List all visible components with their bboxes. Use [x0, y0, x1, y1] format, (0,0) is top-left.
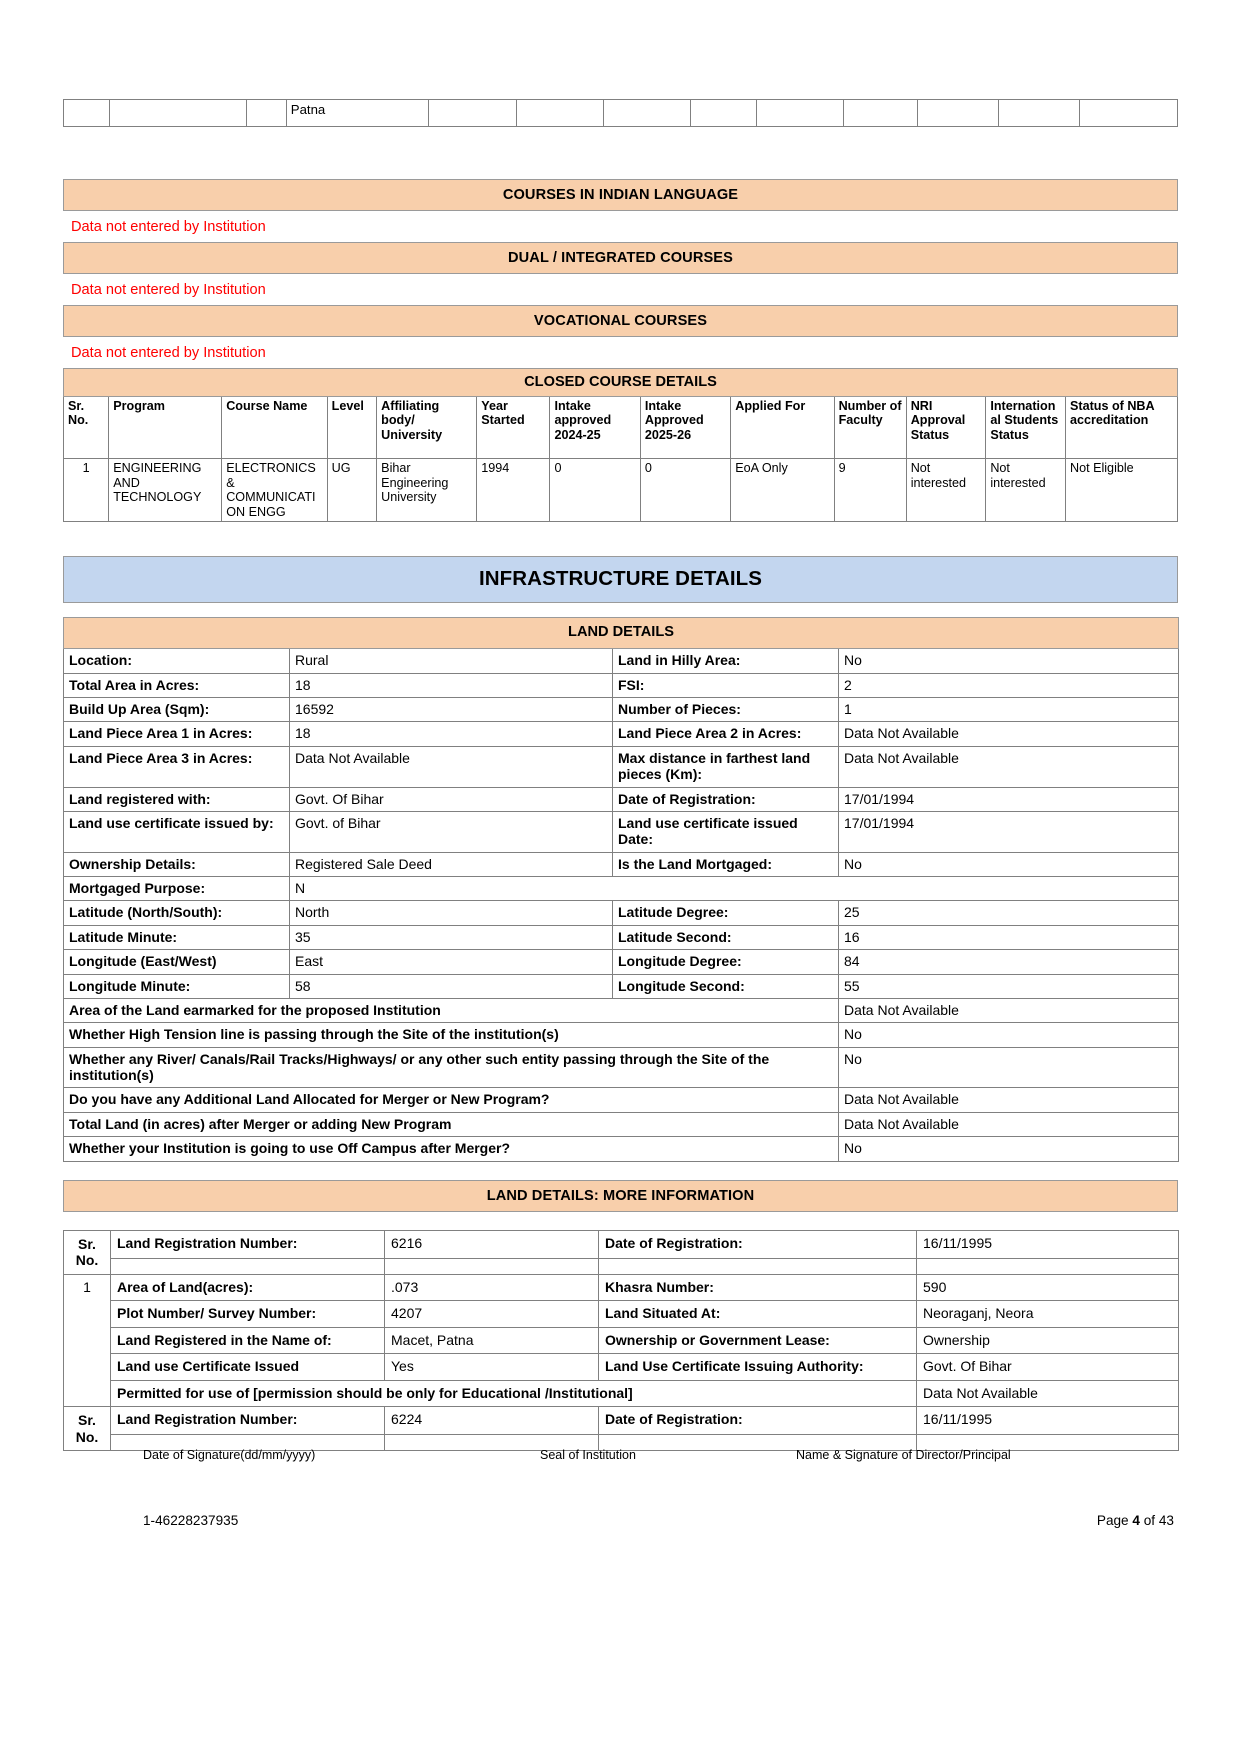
srno-header-2: Sr. No.	[64, 1407, 111, 1451]
value-khasra-number: 590	[917, 1274, 1179, 1301]
continued-table-top	[63, 99, 1178, 127]
label-latitude-ns: Latitude (North/South):	[64, 901, 290, 925]
value-longitude-minute: 58	[290, 974, 613, 998]
cell-8	[756, 100, 844, 127]
label-date-of-registration-1: Date of Registration:	[599, 1230, 917, 1258]
cell-12	[1080, 100, 1178, 127]
land-details-banner-row	[64, 618, 1179, 649]
table-row	[64, 1258, 1179, 1274]
land-details-more-information-table	[63, 1230, 1179, 1452]
cell-0	[64, 100, 110, 127]
value-latitude-second: 16	[839, 925, 1179, 949]
label-is-land-mortgaged: Is the Land Mortgaged:	[613, 852, 839, 876]
cell-intake-2025-26: 0	[640, 458, 730, 521]
value-longitude-degree: 84	[839, 950, 1179, 974]
table-row	[64, 1380, 1179, 1407]
footer-page-total: 43	[1158, 1513, 1174, 1528]
value-is-land-mortgaged: No	[839, 852, 1179, 876]
land-details-table	[63, 617, 1179, 1161]
table-row	[64, 787, 1179, 811]
label-high-tension-line: Whether High Tension line is passing through the Site of the institution(s)	[64, 1023, 839, 1047]
value-total-area-acres: 18	[290, 673, 613, 697]
label-land-piece-area-2: Land Piece Area 2 in Acres:	[613, 722, 839, 746]
label-latitude-minute: Latitude Minute:	[64, 925, 290, 949]
table-row	[64, 1112, 1179, 1136]
table-row	[64, 974, 1179, 998]
label-longitude-minute: Longitude Minute:	[64, 974, 290, 998]
srno-header-1: Sr. No.	[64, 1230, 111, 1274]
value-land-use-cert-issued-date: 17/01/1994	[839, 811, 1179, 852]
footer-page-of: of	[1143, 1513, 1156, 1528]
cell-2	[247, 100, 287, 127]
footer-date-of-signature: Date of Signature(dd/mm/yyyy)	[143, 1448, 316, 1462]
section-header-vocational-courses: VOCATIONAL COURSES	[63, 305, 1178, 337]
cell-affiliating-body: Bihar Engineering University	[377, 458, 477, 521]
cell-6	[603, 100, 690, 127]
label-ownership-details: Ownership Details:	[64, 852, 290, 876]
col-header-nri-approval-status: NRI Approval Status	[906, 396, 986, 458]
value-total-land-after-merger: Data Not Available	[839, 1112, 1179, 1136]
col-header-level: Level	[327, 396, 377, 458]
col-header-intake-2024-25: Intake approved 2024-25	[550, 396, 640, 458]
cell-7	[690, 100, 756, 127]
table-row	[64, 649, 1179, 673]
table-row	[64, 100, 1178, 127]
label-area-of-land-acres: Area of Land(acres):	[111, 1274, 385, 1301]
no-data-message-dual-integrated: Data not entered by Institution	[71, 282, 266, 298]
cell-4	[429, 100, 517, 127]
section-header-land-details-more-information: LAND DETAILS: MORE INFORMATION	[63, 1180, 1178, 1212]
cell-international-students-status: Not interested	[986, 458, 1066, 521]
table-row	[64, 1047, 1179, 1088]
no-data-message-indian-language: Data not entered by Institution	[71, 219, 266, 235]
label-additional-land-merger: Do you have any Additional Land Allocated for Merger or New Program?	[64, 1088, 839, 1112]
value-date-of-registration: 17/01/1994	[839, 787, 1179, 811]
label-permitted-for-use: Permitted for use of [permission should be only for Educational /Institutional]	[111, 1380, 917, 1407]
spacer-cell-d	[917, 1258, 1179, 1274]
value-land-registration-number-2: 6224	[385, 1407, 599, 1435]
label-land-piece-area-3: Land Piece Area 3 in Acres:	[64, 746, 290, 787]
value-plot-survey-number: 4207	[385, 1301, 599, 1328]
col-header-sr-no: Sr. No.	[64, 396, 109, 458]
label-land-use-cert-issued-by: Land use certificate issued by:	[64, 811, 290, 852]
table-row	[64, 698, 1179, 722]
closed-course-banner-row	[64, 369, 1178, 397]
closed-course-header-row	[64, 396, 1178, 458]
label-land-registered-with: Land registered with:	[64, 787, 290, 811]
label-total-land-after-merger: Total Land (in acres) after Merger or adding New Program	[64, 1112, 839, 1136]
label-ownership-or-government-lease: Ownership or Government Lease:	[599, 1327, 917, 1354]
label-latitude-second: Latitude Second:	[613, 925, 839, 949]
label-land-registered-in-name-of: Land Registered in the Name of:	[111, 1327, 385, 1354]
cell-number-of-faculty: 9	[834, 458, 906, 521]
value-max-distance-farthest: Data Not Available	[839, 746, 1179, 787]
value-date-of-registration-2: 16/11/1995	[917, 1407, 1179, 1435]
value-date-of-registration-1: 16/11/1995	[917, 1230, 1179, 1258]
col-header-affiliating-body: Affiliating body/ University	[377, 396, 477, 458]
label-total-area-acres: Total Area in Acres:	[64, 673, 290, 697]
cell-11	[999, 100, 1080, 127]
label-off-campus-after-merger: Whether your Institution is going to use Off Campus after Merger?	[64, 1137, 839, 1161]
label-land-use-cert-issuing-authority: Land Use Certificate Issuing Authority:	[599, 1354, 917, 1381]
label-number-of-pieces: Number of Pieces:	[613, 698, 839, 722]
label-fsi: FSI:	[613, 673, 839, 697]
label-mortgaged-purpose: Mortgaged Purpose:	[64, 877, 290, 901]
label-date-of-registration: Date of Registration:	[613, 787, 839, 811]
section-header-land-details: LAND DETAILS	[64, 618, 1179, 649]
value-land-situated-at: Neoraganj, Neora	[917, 1301, 1179, 1328]
value-land-registered-in-name-of: Macet, Patna	[385, 1327, 599, 1354]
table-row	[64, 950, 1179, 974]
value-latitude-degree: 25	[839, 901, 1179, 925]
value-mortgaged-purpose: N	[290, 877, 1179, 901]
table-row	[64, 1137, 1179, 1161]
value-land-piece-area-2: Data Not Available	[839, 722, 1179, 746]
col-header-year-started: Year Started	[477, 396, 550, 458]
page-footer	[63, 1448, 1178, 1528]
label-date-of-registration-2: Date of Registration:	[599, 1407, 917, 1435]
cell-nri-approval-status: Not interested	[906, 458, 986, 521]
table-row	[64, 1354, 1179, 1381]
value-permitted-for-use: Data Not Available	[917, 1380, 1179, 1407]
value-land-piece-area-3: Data Not Available	[290, 746, 613, 787]
label-land-use-cert-issued-date: Land use certificate issued Date:	[613, 811, 839, 852]
label-land-registration-number-2: Land Registration Number:	[111, 1407, 385, 1435]
footer-page-current: 4	[1132, 1513, 1140, 1528]
value-land-registration-number-1: 6216	[385, 1230, 599, 1258]
value-land-use-cert-issuing-authority: Govt. Of Bihar	[917, 1354, 1179, 1381]
label-longitude-degree: Longitude Degree:	[613, 950, 839, 974]
footer-application-id: 1-46228237935	[143, 1513, 239, 1528]
col-header-intake-2025-26: Intake Approved 2025-26	[640, 396, 730, 458]
value-build-up-area: 16592	[290, 698, 613, 722]
cell-nba-accreditation: Not Eligible	[1065, 458, 1177, 521]
cell-applied-for: EoA Only	[731, 458, 834, 521]
value-land-use-cert-issued-by: Govt. of Bihar	[290, 811, 613, 852]
table-row	[64, 998, 1179, 1022]
value-area-earmarked: Data Not Available	[839, 998, 1179, 1022]
cell-level: UG	[327, 458, 377, 521]
label-location: Location:	[64, 649, 290, 673]
table-row	[64, 811, 1179, 852]
col-header-international-students-status: International Students Status	[986, 396, 1066, 458]
value-land-use-certificate-issued: Yes	[385, 1354, 599, 1381]
no-data-message-vocational: Data not entered by Institution	[71, 345, 266, 361]
footer-seal-of-institution: Seal of Institution	[540, 1448, 636, 1462]
closed-course-details-table	[63, 368, 1178, 522]
spacer-cell-b	[385, 1258, 599, 1274]
cell-course-name: ELECTRONICS & COMMUNICATION ENGG	[222, 458, 327, 521]
col-header-number-of-faculty: Number of Faculty	[834, 396, 906, 458]
cell-year-started: 1994	[477, 458, 550, 521]
label-plot-survey-number: Plot Number/ Survey Number:	[111, 1301, 385, 1328]
table-row	[64, 1301, 1179, 1328]
table-row	[64, 673, 1179, 697]
cell-9	[844, 100, 918, 127]
table-row	[64, 746, 1179, 787]
label-river-canals-rail: Whether any River/ Canals/Rail Tracks/Highways/ or any other such entity passing through the Site of the institution(s)	[64, 1047, 839, 1088]
value-high-tension-line: No	[839, 1023, 1179, 1047]
table-row	[64, 458, 1178, 521]
section-header-closed-course-details: CLOSED COURSE DETAILS	[64, 369, 1178, 397]
value-number-of-pieces: 1	[839, 698, 1179, 722]
value-latitude-minute: 35	[290, 925, 613, 949]
value-river-canals-rail: No	[839, 1047, 1179, 1088]
table-row	[64, 1274, 1179, 1301]
label-land-registration-number-1: Land Registration Number:	[111, 1230, 385, 1258]
table-row	[64, 1088, 1179, 1112]
srno-value-1: 1	[64, 1274, 111, 1407]
label-land-piece-area-1: Land Piece Area 1 in Acres:	[64, 722, 290, 746]
table-row	[64, 877, 1179, 901]
value-additional-land-merger: Data Not Available	[839, 1088, 1179, 1112]
value-off-campus-after-merger: No	[839, 1137, 1179, 1161]
value-location: Rural	[290, 649, 613, 673]
table-row	[64, 925, 1179, 949]
cell-1	[110, 100, 247, 127]
label-longitude-second: Longitude Second:	[613, 974, 839, 998]
col-header-course-name: Course Name	[222, 396, 327, 458]
value-fsi: 2	[839, 673, 1179, 697]
value-land-registered-with: Govt. Of Bihar	[290, 787, 613, 811]
table-row	[64, 852, 1179, 876]
table-row	[64, 1230, 1179, 1258]
table-row	[64, 722, 1179, 746]
value-latitude-ns: North	[290, 901, 613, 925]
spacer-cell-c	[599, 1258, 917, 1274]
table-row	[64, 901, 1179, 925]
label-latitude-degree: Latitude Degree:	[613, 901, 839, 925]
section-header-courses-indian-language: COURSES IN INDIAN LANGUAGE	[63, 179, 1178, 211]
section-header-infrastructure-details: INFRASTRUCTURE DETAILS	[63, 556, 1178, 603]
label-land-in-hilly-area: Land in Hilly Area:	[613, 649, 839, 673]
section-header-dual-integrated-courses: DUAL / INTEGRATED COURSES	[63, 242, 1178, 274]
label-longitude-ew: Longitude (East/West)	[64, 950, 290, 974]
cell-10	[917, 100, 998, 127]
table-row	[64, 1023, 1179, 1047]
table-row	[64, 1407, 1179, 1435]
label-max-distance-farthest: Max distance in farthest land pieces (Km):	[613, 746, 839, 787]
label-area-earmarked: Area of the Land earmarked for the proposed Institution	[64, 998, 839, 1022]
value-longitude-second: 55	[839, 974, 1179, 998]
value-ownership-details: Registered Sale Deed	[290, 852, 613, 876]
footer-page-prefix: Page	[1096, 1513, 1129, 1528]
label-build-up-area: Build Up Area (Sqm):	[64, 698, 290, 722]
table-row	[64, 1327, 1179, 1354]
value-area-of-land-acres: .073	[385, 1274, 599, 1301]
label-khasra-number: Khasra Number:	[599, 1274, 917, 1301]
cell-5	[517, 100, 604, 127]
label-land-situated-at: Land Situated At:	[599, 1301, 917, 1328]
footer-page-number	[1097, 1513, 1174, 1528]
spacer-cell-a	[111, 1258, 385, 1274]
footer-page-row	[63, 1513, 1178, 1537]
footer-name-signature-director: Name & Signature of Director/Principal	[796, 1448, 1011, 1462]
col-header-nba-accreditation: Status of NBA accreditation	[1065, 396, 1177, 458]
label-land-use-certificate-issued: Land use Certificate Issued	[111, 1354, 385, 1381]
col-header-program: Program	[109, 396, 222, 458]
page-content	[63, 0, 1178, 1451]
cell-intake-2024-25: 0	[550, 458, 640, 521]
value-land-piece-area-1: 18	[290, 722, 613, 746]
value-land-in-hilly-area: No	[839, 649, 1179, 673]
cell-program: ENGINEERING AND TECHNOLOGY	[109, 458, 222, 521]
value-ownership-or-government-lease: Ownership	[917, 1327, 1179, 1354]
cell-city: Patna	[286, 100, 429, 127]
footer-signature-row	[63, 1448, 1178, 1478]
col-header-applied-for: Applied For	[731, 396, 834, 458]
cell-sr-no: 1	[64, 458, 109, 521]
value-longitude-ew: East	[290, 950, 613, 974]
